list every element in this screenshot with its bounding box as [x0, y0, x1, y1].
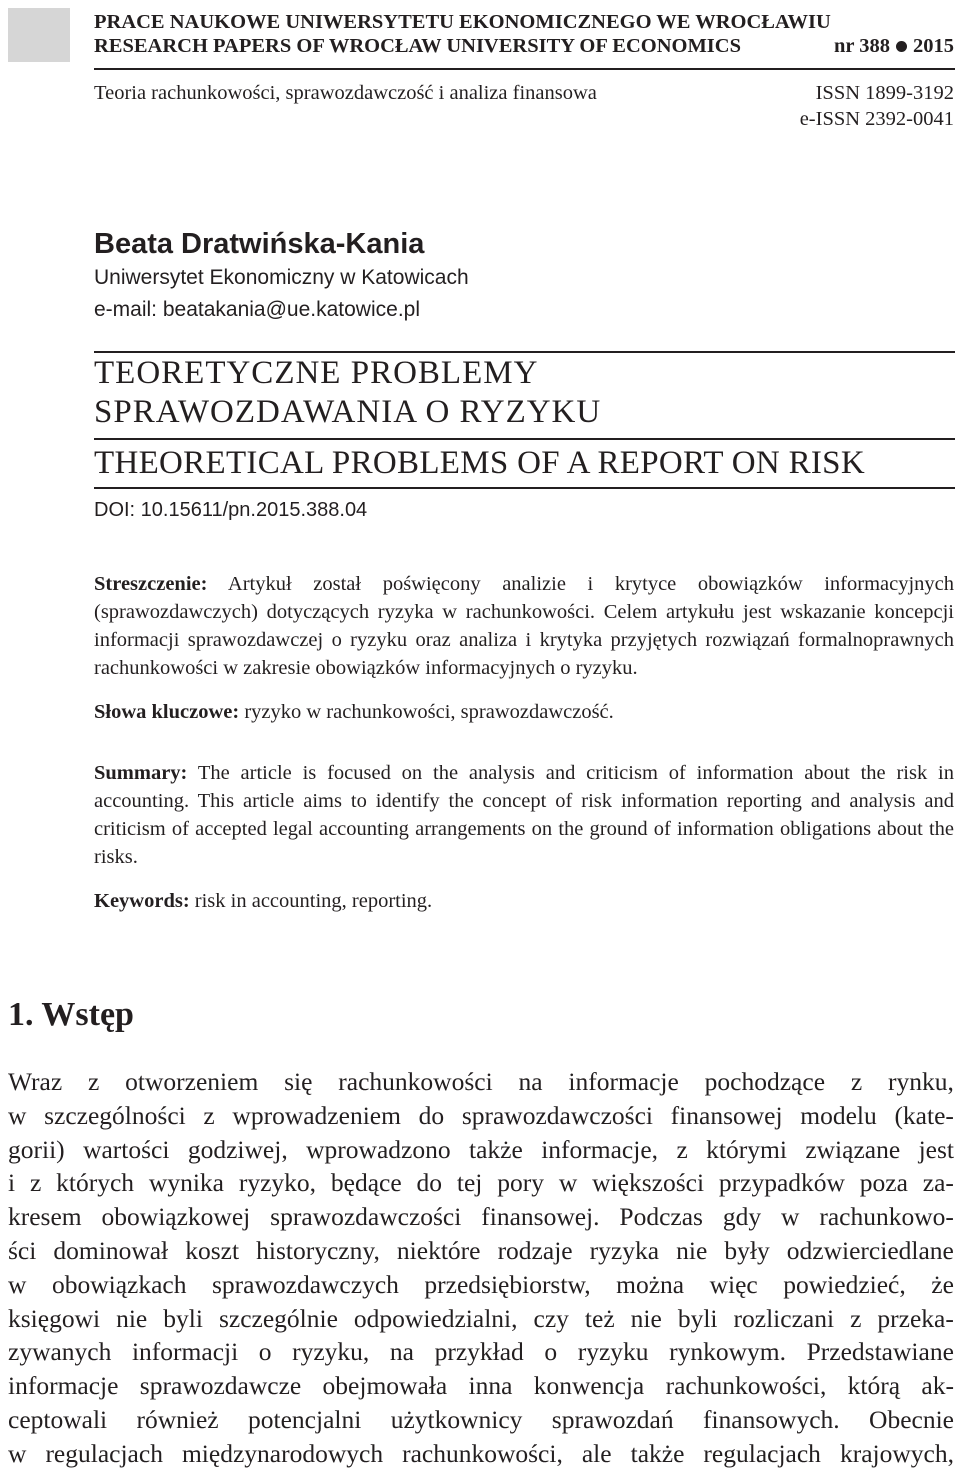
body-word: były: [724, 1235, 770, 1265]
body-word: byli: [677, 1303, 718, 1333]
series-title-pl: PRACE NAUKOWE UNIWERSYTETU EKONOMICZNEGO WE WROCŁAWIU: [94, 11, 831, 33]
body-word: ale: [581, 1438, 612, 1468]
journal-title: Teoria rachunkowości, sprawozdawczość i analiza finansowa: [94, 82, 597, 104]
header-rule: [94, 68, 955, 70]
body-word: godziwej,: [187, 1134, 288, 1164]
body-word: większości: [592, 1168, 705, 1198]
body-word: dominował: [53, 1235, 169, 1265]
body-word: w: [558, 1168, 578, 1198]
body-line: [8, 1133, 954, 1167]
body-word: (kate-: [894, 1100, 954, 1130]
body-word: sprawozdawczych: [211, 1269, 399, 1299]
body-line: [8, 1302, 954, 1336]
body-word: Obecnie: [869, 1404, 954, 1434]
body-word: na: [518, 1067, 543, 1096]
body-word: na: [389, 1337, 414, 1367]
body-word: nie: [676, 1235, 708, 1265]
body-word: obowiązkach: [51, 1269, 187, 1299]
body-line: [8, 1268, 954, 1302]
body-word: obejmowała: [322, 1371, 448, 1401]
body-word: sprawozdawcze: [139, 1371, 302, 1401]
body-word: pochodzące: [704, 1067, 826, 1096]
body-word: modelu: [800, 1100, 877, 1130]
body-word: otworzeniem: [125, 1067, 259, 1096]
body-word: finansowej: [670, 1100, 783, 1130]
body-word: przykład: [434, 1337, 524, 1367]
abstract-en-label: Summary:: [94, 762, 188, 784]
body-line: [8, 1234, 954, 1268]
body-word: którą: [847, 1371, 901, 1401]
body-word: finansowej.: [481, 1202, 600, 1232]
body-word: obowiązkowej: [101, 1202, 251, 1232]
title-pl-line-2: SPRAWOZDAWANIA O RYZYKU: [94, 394, 602, 430]
body-word: szczególności: [44, 1100, 186, 1130]
body-word: szczególnie: [218, 1303, 338, 1333]
body-word: za-: [922, 1168, 954, 1198]
body-word: sprawozdawczości: [270, 1202, 462, 1232]
body-word: przeka-: [877, 1303, 954, 1333]
abstract-pl: [94, 570, 954, 682]
title-rule-bottom: [94, 487, 955, 489]
body-line: [8, 1166, 954, 1200]
body-word: historyczny,: [256, 1235, 380, 1265]
body-word: powiedzieć,: [783, 1269, 906, 1299]
body-word: do: [418, 1100, 445, 1130]
body-word: w: [8, 1438, 27, 1468]
journal-info: [94, 80, 954, 132]
body-line: [8, 1437, 954, 1471]
body-word: Wraz: [8, 1067, 63, 1096]
body-word: finansowych.: [702, 1404, 840, 1434]
body-word: wartości: [83, 1134, 170, 1164]
body-word: nie: [630, 1303, 662, 1333]
body-word: rachunkowo-: [819, 1202, 954, 1232]
keywords-en-label: Keywords:: [94, 890, 190, 912]
body-word: o: [544, 1337, 558, 1367]
body-word: ryzyka: [589, 1235, 660, 1265]
body-word: tej: [456, 1168, 483, 1198]
title-pl-line-1: TEORETYCZNE PROBLEMY: [94, 355, 539, 391]
body-word: wprowadzono: [306, 1134, 451, 1164]
body-word: rozliczani: [733, 1303, 835, 1333]
body-word: konwencja: [533, 1371, 645, 1401]
section-heading: 1. Wstęp: [8, 996, 134, 1033]
title-rule-middle: [94, 438, 955, 440]
body-word: ryzyko,: [238, 1168, 317, 1198]
body-word: zywanych: [8, 1337, 112, 1367]
issue-info: [834, 34, 954, 58]
body-word: w: [8, 1100, 27, 1130]
issn: ISSN 1899-3192: [815, 82, 954, 104]
body-word: gorii): [8, 1134, 65, 1164]
body-word: też: [584, 1303, 615, 1333]
body-word: że: [931, 1269, 954, 1299]
body-word: odpowiedzialni,: [353, 1303, 518, 1333]
body-word: rachunkowości,: [402, 1438, 563, 1468]
body-word: również: [136, 1404, 219, 1434]
abstract-pl-label: Streszczenie:: [94, 573, 208, 595]
body-word: wprowadzeniem: [232, 1100, 401, 1130]
header-gray-block: [8, 8, 70, 62]
body-line: [8, 1403, 954, 1437]
body-word: czy: [533, 1303, 569, 1333]
body-line: [8, 1065, 954, 1099]
body-word: odzwierciedlane: [786, 1235, 954, 1265]
body-word: więc: [709, 1269, 758, 1299]
eissn: e-ISSN 2392-0041: [799, 108, 954, 130]
body-word: sprawozdawczości: [461, 1100, 653, 1130]
body-word: krajowych,: [839, 1438, 954, 1468]
abstract-en-text: The article is focused on the analysis and criticism of information about the risk in accounting. This article aims to identify the concept of risk information reporting and analysis and criticism of accepted legal accounting arrangements on the ground of information obligations about the risks.: [94, 762, 954, 868]
body-word: rachunkowości: [338, 1067, 493, 1096]
body-word: z: [203, 1100, 215, 1130]
body-word: kresem: [8, 1202, 82, 1232]
issue-number: nr 388: [833, 35, 890, 57]
body-word: w: [781, 1202, 800, 1232]
body-word: z: [850, 1067, 863, 1096]
author-email[interactable]: e-mail: beatakania@ue.katowice.pl: [94, 298, 420, 321]
body-word: poza: [859, 1168, 908, 1198]
body-word: informacje: [568, 1067, 679, 1096]
keywords-en: [94, 887, 954, 915]
body-word: także: [630, 1438, 685, 1468]
issue-year: 2015: [913, 35, 954, 57]
body-word: ak-: [921, 1371, 954, 1401]
body-word: potencjalni: [248, 1404, 362, 1434]
body-word: księgowi: [8, 1303, 101, 1333]
body-word: ceptowali: [8, 1404, 108, 1434]
body-word: jest: [918, 1134, 954, 1164]
title-rule-top: [94, 351, 955, 353]
body-word: przypadków: [718, 1168, 845, 1198]
title-pl: [94, 354, 954, 432]
body-word: koszt: [185, 1235, 240, 1265]
body-word: Podczas: [619, 1202, 703, 1232]
keywords-en-text: risk in accounting, reporting.: [194, 890, 433, 912]
section-body: [8, 1065, 954, 1471]
body-word: informacje,: [541, 1134, 659, 1164]
body-word: z: [29, 1168, 42, 1198]
series-header: [94, 10, 954, 58]
body-word: rynkowym.: [669, 1337, 787, 1367]
abstract-en: [94, 759, 954, 871]
body-word: się: [284, 1067, 313, 1096]
body-line: [8, 1099, 954, 1133]
doi[interactable]: DOI: 10.15611/pn.2015.388.04: [94, 499, 368, 521]
body-word: którymi: [706, 1134, 787, 1164]
body-word: ści: [8, 1235, 37, 1265]
body-word: rachunkowości,: [665, 1371, 827, 1401]
body-word: informacje: [8, 1371, 119, 1401]
body-word: z: [850, 1303, 862, 1333]
body-word: z: [88, 1067, 100, 1096]
body-word: związane: [805, 1134, 901, 1164]
body-word: użytkownicy: [390, 1404, 523, 1434]
body-word: ryzyku: [577, 1337, 649, 1367]
body-word: regulacjach: [703, 1438, 821, 1468]
body-word: informacji: [131, 1337, 239, 1367]
body-word: sprawozdań: [551, 1404, 674, 1434]
body-word: inna: [468, 1371, 513, 1401]
body-word: wynika: [148, 1168, 224, 1198]
body-word: rodzaje: [497, 1235, 573, 1265]
body-word: pory: [497, 1168, 544, 1198]
body-word: nie: [116, 1303, 148, 1333]
body-word: i: [8, 1168, 16, 1198]
body-word: niektóre: [396, 1235, 481, 1265]
body-word: można: [616, 1269, 685, 1299]
keywords-pl: [94, 698, 954, 726]
body-word: w: [8, 1269, 27, 1299]
body-word: przedsiębiorstw,: [424, 1269, 591, 1299]
body-word: byli: [163, 1303, 203, 1333]
body-word: będące: [330, 1168, 402, 1198]
body-word: których: [56, 1168, 135, 1198]
body-line: [8, 1369, 954, 1403]
body-word: gdy: [722, 1202, 762, 1232]
title-en: THEORETICAL PROBLEMS OF A REPORT ON RISK: [94, 445, 865, 481]
body-word: międzynarodowych: [181, 1438, 384, 1468]
author-affiliation: Uniwersytet Ekonomiczny w Katowicach: [94, 266, 469, 289]
body-word: do: [416, 1168, 443, 1198]
author-name: Beata Dratwińska-Kania: [94, 228, 425, 260]
bullet-dot-icon: [896, 41, 907, 52]
body-word: Przedstawiane: [806, 1337, 954, 1367]
body-line: [8, 1200, 954, 1234]
body-word: regulacjach: [45, 1438, 163, 1468]
series-title-en: RESEARCH PAPERS OF WROCŁAW UNIVERSITY OF ECONOMICS: [94, 35, 741, 57]
body-word: rynku,: [888, 1067, 954, 1096]
keywords-pl-text: ryzyko w rachunkowości, sprawozdawczość.: [244, 701, 614, 723]
body-word: z: [676, 1134, 688, 1164]
body-word: ryzyku,: [292, 1337, 370, 1367]
abstract-pl-text: Artykuł został poświęcony analizie i krytyce obowiązków informacyjnych (sprawozdawczych) dotyczących ryzyka w rachunkowości. Celem artykułu jest wskazanie koncepcji informacji sprawozdawczej o ryzyku oraz analiza i krytyka przyjętych rozwiązań formalnoprawnych rachunkowości w zakresie obowiązków informacyjnych o ryzyku.: [94, 573, 955, 679]
keywords-pl-label: Słowa kluczowe:: [94, 701, 240, 723]
author-block: [94, 226, 954, 326]
body-word: także: [469, 1134, 523, 1164]
body-word: o: [258, 1337, 272, 1367]
body-line: [8, 1335, 954, 1369]
